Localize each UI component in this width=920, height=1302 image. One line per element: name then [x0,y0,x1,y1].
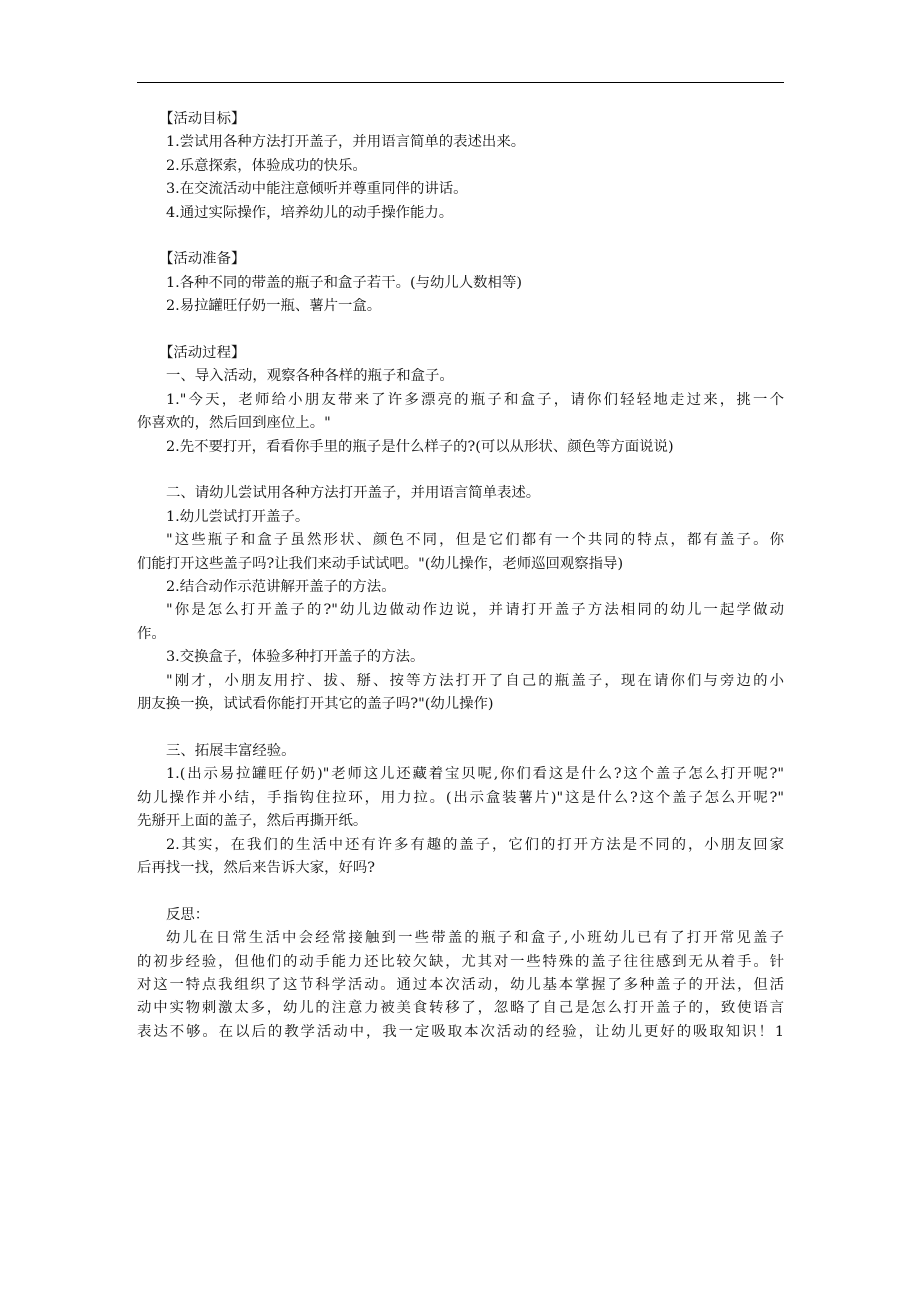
document-body [137,108,784,1044]
paragraph-gap [137,319,784,342]
header-rule [137,82,784,83]
text-line: 2.先不要打开，看看你手里的瓶子是什么样子的?(可以从形状、颜色等方面说说) [166,438,674,455]
paragraph-gap [137,880,784,903]
text-line: 表达不够。在以后的教学活动中，我一定吸取本次活动的经验，让幼儿更好的吸取知识！1 [137,1023,784,1040]
text-line: 的初步经验，但他们的动手能力还比较欠缺，尤其对一些特殊的盖子往往感到无从着手。针 [137,953,784,970]
text-line: "刚才，小朋友用拧、拔、掰、按等方法打开了自己的瓶盖子，现在请你们与旁边的小 [166,672,784,689]
text-line: 你喜欢的，然后回到座位上。" [137,415,331,432]
section-part3 [137,740,784,880]
section-heading: 【活动目标】 [159,111,246,127]
text-line: 幼儿操作并小结，手指钩住拉环，用力拉。(出示盒装薯片)"这是什么?这个盖子怎么开呢?" [137,789,784,806]
paragraph-gap [137,225,784,248]
section-process [137,342,784,459]
text-line: 朋友换一换，试试看你能打开其它的盖子吗?"(幼儿操作) [137,696,494,713]
text-line: 后再找一找，然后来告诉大家，好吗? [137,859,375,876]
text-line: 4.通过实际操作，培养幼儿的动手操作能力。 [166,204,454,221]
section-heading: 【活动准备】 [159,251,246,268]
text-line: 1.幼儿尝试打开盖子。 [166,508,310,525]
text-line: 二、请幼儿尝试用各种方法打开盖子，并用语言简单表述。 [166,485,541,502]
text-line: 幼儿在日常生活中会经常接触到一些带盖的瓶子和盒子,小班幼儿已有了打开常见盖子 [166,930,784,947]
text-line: 作。 [137,625,166,642]
paragraph-gap [137,459,784,482]
section-part2 [137,482,784,716]
text-line: 2.易拉罐旺仔奶一瓶、薯片一盒。 [166,298,382,315]
section-goals [137,108,784,225]
text-line: 先掰开上面的盖子，然后再撕开纸。 [137,813,368,830]
text-line: 1.(出示易拉罐旺仔奶)"老师这儿还藏着宝贝呢,你们看这是什么?这个盖子怎么打开呢?" [166,766,784,783]
text-line: 1."今天，老师给小朋友带来了许多漂亮的瓶子和盒子，请你们轻轻地走过来，挑一个 [166,391,784,408]
text-line: 1.尝试用各种方法打开盖子，并用语言简单的表述出来。 [166,134,526,151]
text-line: 3.交换盒子，体验多种打开盖子的方法。 [166,649,425,666]
text-line: "这些瓶子和盒子虽然形状、颜色不同，但是它们都有一个共同的特点，都有盖子。你 [166,532,784,549]
section-preparation [137,248,784,318]
text-line: 2.乐意探索，体验成功的快乐。 [166,157,367,174]
text-line: 2.结合动作示范讲解开盖子的方法。 [166,579,396,596]
text-line: 一、导入活动，观察各种各样的瓶子和盒子。 [166,368,454,385]
section-heading: 【活动过程】 [159,345,246,362]
text-line: 3.在交流活动中能注意倾听并尊重同伴的讲话。 [166,181,468,198]
text-line: 2.其实，在我们的生活中还有许多有趣的盖子，它们的打开方法是不同的，小朋友回家 [166,836,784,853]
text-line: 反思： [166,906,210,923]
section-reflection [137,904,784,1044]
text-line: 1.各种不同的带盖的瓶子和盒子若干。(与幼儿人数相等) [166,274,522,291]
text-line: 三、拓展丰富经验。 [166,742,296,759]
text-line: 们能打开这些盖子吗?让我们来动手试试吧。"(幼儿操作，老师巡回观察指导) [137,555,624,572]
paragraph-gap [137,717,784,740]
text-line: "你是怎么打开盖子的?"幼儿边做动作边说，并请打开盖子方法相同的幼儿一起学做动 [166,602,784,619]
text-line: 动中实物刺激太多，幼儿的注意力被美食转移了，忽略了自己是怎么打开盖子的，致使语言 [137,1000,784,1017]
text-line: 对这一特点我组织了这节科学活动。通过本次活动，幼儿基本掌握了多种盖子的开法，但活 [137,976,784,993]
